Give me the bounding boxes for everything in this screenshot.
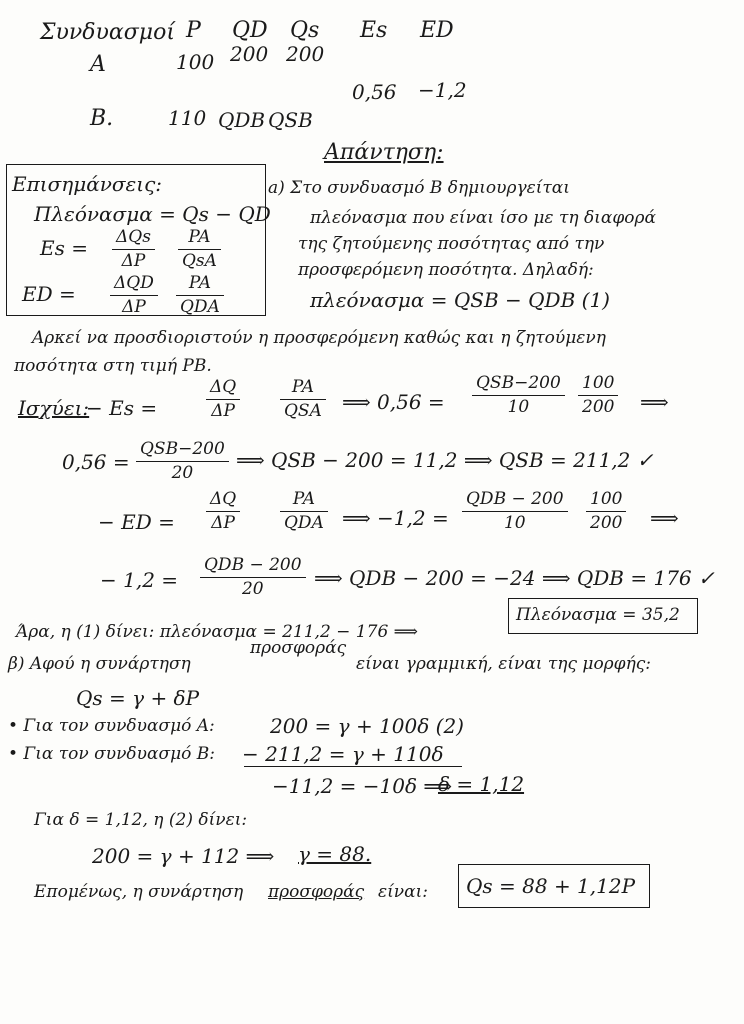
notes-es-frac2 [178, 228, 221, 270]
eq3-n1: ΔQ [206, 490, 240, 512]
header-col-es: Es [360, 18, 388, 43]
final-box-text: Qs = 88 + 1,12P [466, 874, 636, 898]
row-b-qs: QSB [268, 108, 313, 132]
eq3-mid: ⟹ −1,2 = [342, 506, 449, 530]
eq1-frac2 [280, 378, 326, 420]
notes-ed-frac2 [176, 274, 224, 316]
part-a-req1: Αρκεί να προσδιοριστούν η προσφερόμενη καθώς και η ζητούμενη [32, 328, 606, 348]
notes-title: Επισημάνσεις: [12, 172, 163, 196]
eq2-d: 20 [171, 462, 194, 483]
sub-eq: 200 = γ + 112 ⟹ [92, 844, 275, 868]
eq3-d4: 200 [590, 512, 623, 533]
part-b-insert: προσφοράς [250, 638, 347, 658]
eq1-n2: PA [280, 378, 326, 400]
eq3-end: ⟹ [650, 506, 679, 530]
eq3-d1: ΔP [211, 512, 235, 533]
notes-ed-frac1 [110, 274, 158, 316]
eq4-frac [200, 556, 306, 598]
eq3-frac2 [280, 490, 328, 532]
eq1-n4: 100 [578, 374, 618, 396]
part-a-line4: προσφερόμενη ποσότητα. Δηλαδή: [298, 260, 594, 280]
part-a-req2: ποσότητα στη τιμή PB. [14, 356, 212, 376]
eq1-n1: ΔQ [206, 378, 240, 400]
delta-result: δ = 1,12 [438, 772, 525, 796]
row-a-name: A [90, 52, 106, 77]
part-a-line3: της ζητούμενης ποσότητας από την [298, 234, 605, 254]
notes-ed-num: ΔQD [110, 274, 158, 296]
notes-ed-lhs: ED = [22, 282, 76, 306]
combo-b-label: • Για τον συνδυασμό B: [8, 744, 215, 764]
eq1-d4: 200 [582, 396, 615, 417]
row-b-name: B. [90, 106, 114, 131]
eq1-d1: ΔP [211, 400, 235, 421]
header-col-qs: Qs [290, 18, 320, 43]
notes-surplus: Πλεόνασμα = Qs − QD [34, 202, 271, 226]
result-pre: Άρα, η (1) δίνει: πλεόνασμα = 211,2 − 176 ⟹ [16, 622, 419, 642]
eq4-d: 20 [241, 578, 264, 599]
result-box-text: Πλεόνασμα = 35,2 [516, 605, 680, 625]
eq1-d2: QSA [284, 400, 322, 421]
eq3-n4: 100 [586, 490, 626, 512]
combo-b-eq: − 211,2 = γ + 110δ [242, 742, 444, 766]
notes-ed-den2: QDA [180, 296, 220, 317]
notes-es-num2: PA [178, 228, 221, 250]
elasticity-ed: −1,2 [418, 78, 467, 102]
eq4-rest: ⟹ QDB − 200 = −24 ⟹ QDB = 176 ✓ [314, 566, 715, 590]
notes-es-lhs: Es = [40, 236, 88, 260]
eq3-lhs: − ED = [98, 510, 175, 534]
notes-es-den2: QsA [182, 250, 217, 271]
gamma-result: γ = 88. [298, 842, 372, 866]
eq3-d2: QDA [284, 512, 324, 533]
row-a-qd: 200 [230, 42, 269, 66]
answer-title: Απάντηση: [324, 140, 444, 165]
eq2-rest: ⟹ QSB − 200 = 11,2 ⟹ QSB = 211,2 ✓ [236, 448, 654, 472]
final-pre: Επομένως, η συνάρτηση [34, 882, 244, 902]
eq2-frac [136, 440, 229, 482]
sub-intro: Για δ = 1,12, η (2) δίνει: [34, 810, 248, 830]
eq3-n3: QDB − 200 [462, 490, 568, 512]
header-col-ed: ED [420, 18, 454, 43]
eq3-frac3 [462, 490, 568, 532]
row-a-qs: 200 [286, 42, 325, 66]
final-word: προσφοράς [268, 882, 365, 902]
notes-es-num: ΔQs [112, 228, 155, 250]
notes-ed-num2: PA [176, 274, 224, 296]
notes-es-den: ΔP [121, 250, 146, 271]
holds-label: Ισχύει: [18, 396, 90, 420]
header-row-label: Συνδυασμοί [40, 20, 175, 45]
part-a-line5: πλεόνασμα = QSB − QDB (1) [310, 288, 610, 312]
row-b-p: 110 [168, 106, 207, 130]
eq1-frac4 [578, 374, 618, 416]
combo-a-label: • Για τον συνδυασμό A: [8, 716, 215, 736]
row-b-qd: QDB [218, 108, 266, 132]
part-a-line1: a) Στο συνδυασμό B δημιουργείται [268, 178, 570, 198]
row-a-p: 100 [176, 50, 215, 74]
eq3-n2: PA [280, 490, 328, 512]
header-col-p: P [186, 18, 201, 43]
eq3-frac4 [586, 490, 626, 532]
part-b-line1-post: είναι γραμμική, είναι της μορφής: [356, 654, 652, 674]
header-col-qd: QD [232, 18, 268, 43]
part-b-form: Qs = γ + δP [76, 686, 200, 710]
eq1-frac1 [206, 378, 240, 420]
part-b-line1-pre: β) Αφού η συνάρτηση [8, 654, 191, 674]
subtraction-line [244, 766, 462, 767]
eq1-end: ⟹ [640, 390, 669, 414]
part-a-line2: πλεόνασμα που είναι ίσο με τη διαφορά [310, 208, 656, 228]
eq1-n3: QSB−200 [472, 374, 565, 396]
eq1-d3: 10 [507, 396, 530, 417]
final-mid: είναι: [378, 882, 428, 902]
eq3-d3: 10 [503, 512, 526, 533]
combo-a-eq: 200 = γ + 100δ (2) [270, 714, 464, 738]
notes-es-frac1 [112, 228, 155, 270]
eq2-n: QSB−200 [136, 440, 229, 462]
diff-eq: −11,2 = −10δ ⟹ [272, 774, 453, 798]
eq4-n: QDB − 200 [200, 556, 306, 578]
notes-ed-den: ΔP [122, 296, 146, 317]
eq1-mid: ⟹ 0,56 = [342, 390, 445, 414]
elasticity-es: 0,56 [352, 80, 397, 104]
eq1-lhs: − Es = [86, 396, 158, 420]
eq3-frac1 [206, 490, 240, 532]
eq4-lhs: − 1,2 = [100, 568, 179, 592]
eq2-lhs: 0,56 = [62, 450, 130, 474]
eq1-frac3 [472, 374, 565, 416]
